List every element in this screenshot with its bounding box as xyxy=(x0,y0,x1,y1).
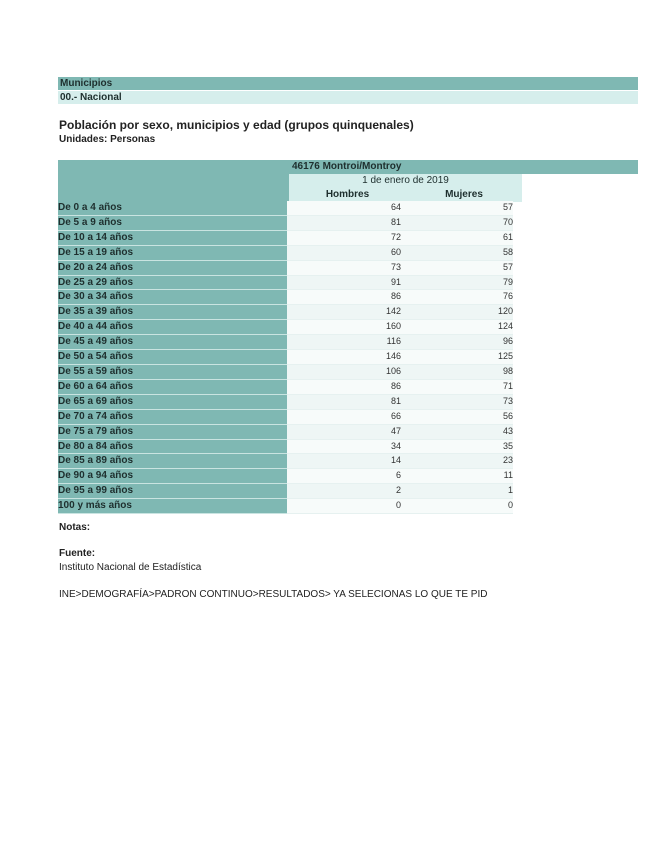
age-group: De 25 a 29 años xyxy=(58,275,287,290)
women-value: 58 xyxy=(401,245,513,260)
table-row xyxy=(58,290,513,305)
col-women-label: Mujeres xyxy=(445,189,483,200)
age-group: 100 y más años xyxy=(58,499,287,514)
header-corner xyxy=(58,188,289,202)
men-value: 14 xyxy=(287,454,401,469)
source-label: Fuente: xyxy=(59,548,96,559)
women-value: 124 xyxy=(401,320,513,335)
age-group: De 50 a 54 años xyxy=(58,350,287,365)
age-group: De 80 a 84 años xyxy=(58,439,287,454)
age-group: De 85 a 89 años xyxy=(58,454,287,469)
women-value: 43 xyxy=(401,424,513,439)
women-value: 76 xyxy=(401,290,513,305)
table-row xyxy=(58,275,513,290)
men-value: 64 xyxy=(287,201,401,215)
men-value: 66 xyxy=(287,409,401,424)
period-header xyxy=(289,174,522,188)
women-value: 70 xyxy=(401,215,513,230)
age-group: De 5 a 9 años xyxy=(58,215,287,230)
navigation-path-text: INE>DEMOGRAFÍA>PADRON CONTINUO>RESULTADOS> YA SELECIONAS LO QUE TE PID xyxy=(59,589,488,600)
men-value: 142 xyxy=(287,305,401,320)
men-value: 60 xyxy=(287,245,401,260)
table-row xyxy=(58,499,513,514)
age-group: De 45 a 49 años xyxy=(58,335,287,350)
table-row xyxy=(58,350,513,365)
municipios-header xyxy=(58,77,638,90)
table-row xyxy=(58,454,513,469)
men-value: 72 xyxy=(287,230,401,245)
men-value: 0 xyxy=(287,499,401,514)
women-value: 23 xyxy=(401,454,513,469)
notes-label: Notas: xyxy=(59,522,91,533)
age-group: De 65 a 69 años xyxy=(58,394,287,409)
men-value: 86 xyxy=(287,290,401,305)
women-value: 57 xyxy=(401,201,513,215)
table-row xyxy=(58,424,513,439)
municipios-label: Municipios xyxy=(60,78,113,89)
age-group: De 90 a 94 años xyxy=(58,469,287,484)
men-value: 160 xyxy=(287,320,401,335)
period-label: 1 de enero de 2019 xyxy=(362,175,449,186)
table-row xyxy=(58,484,513,499)
age-group: De 55 a 59 años xyxy=(58,364,287,379)
age-group: De 15 a 19 años xyxy=(58,245,287,260)
header-corner xyxy=(58,160,289,174)
nacional-header xyxy=(58,91,638,104)
table-row xyxy=(58,335,513,350)
age-group: De 40 a 44 años xyxy=(58,320,287,335)
age-group: De 75 a 79 años xyxy=(58,424,287,439)
men-value: 34 xyxy=(287,439,401,454)
report-title: Población por sexo, municipios y edad (grupos quinquenales) xyxy=(59,118,414,132)
women-value: 71 xyxy=(401,379,513,394)
age-group: De 20 a 24 años xyxy=(58,260,287,275)
age-group: De 10 a 14 años xyxy=(58,230,287,245)
women-value: 96 xyxy=(401,335,513,350)
header-corner xyxy=(58,174,289,188)
women-value: 73 xyxy=(401,394,513,409)
age-group: De 70 a 74 años xyxy=(58,409,287,424)
men-value: 146 xyxy=(287,350,401,365)
age-group: De 60 a 64 años xyxy=(58,379,287,394)
men-value: 6 xyxy=(287,469,401,484)
age-group: De 30 a 34 años xyxy=(58,290,287,305)
women-value: 125 xyxy=(401,350,513,365)
col-men-label: Hombres xyxy=(325,189,370,200)
men-value: 73 xyxy=(287,260,401,275)
col-men-header xyxy=(289,188,406,202)
table-row xyxy=(58,409,513,424)
population-table xyxy=(58,201,513,514)
age-group: De 95 a 99 años xyxy=(58,484,287,499)
men-value: 116 xyxy=(287,335,401,350)
women-value: 61 xyxy=(401,230,513,245)
women-value: 57 xyxy=(401,260,513,275)
table-row xyxy=(58,379,513,394)
men-value: 47 xyxy=(287,424,401,439)
report-units: Unidades: Personas xyxy=(59,134,156,145)
table-row xyxy=(58,201,513,215)
table-row xyxy=(58,469,513,484)
table-row xyxy=(58,439,513,454)
table-row xyxy=(58,364,513,379)
table-row xyxy=(58,260,513,275)
men-value: 86 xyxy=(287,379,401,394)
municipality-label: 46176 Montroi/Montroy xyxy=(292,161,402,172)
women-value: 1 xyxy=(401,484,513,499)
nacional-label: 00.- Nacional xyxy=(60,92,122,103)
source-text: Instituto Nacional de Estadística xyxy=(59,562,202,573)
table-row xyxy=(58,394,513,409)
table-row xyxy=(58,230,513,245)
table-row xyxy=(58,305,513,320)
women-value: 79 xyxy=(401,275,513,290)
women-value: 11 xyxy=(401,469,513,484)
municipality-header xyxy=(289,160,638,174)
men-value: 106 xyxy=(287,364,401,379)
table-row xyxy=(58,215,513,230)
women-value: 35 xyxy=(401,439,513,454)
women-value: 98 xyxy=(401,364,513,379)
men-value: 81 xyxy=(287,215,401,230)
table-row xyxy=(58,245,513,260)
table-row xyxy=(58,320,513,335)
age-group: De 35 a 39 años xyxy=(58,305,287,320)
men-value: 2 xyxy=(287,484,401,499)
women-value: 0 xyxy=(401,499,513,514)
women-value: 56 xyxy=(401,409,513,424)
col-women-header xyxy=(406,188,522,202)
age-group: De 0 a 4 años xyxy=(58,201,287,215)
men-value: 81 xyxy=(287,394,401,409)
men-value: 91 xyxy=(287,275,401,290)
women-value: 120 xyxy=(401,305,513,320)
